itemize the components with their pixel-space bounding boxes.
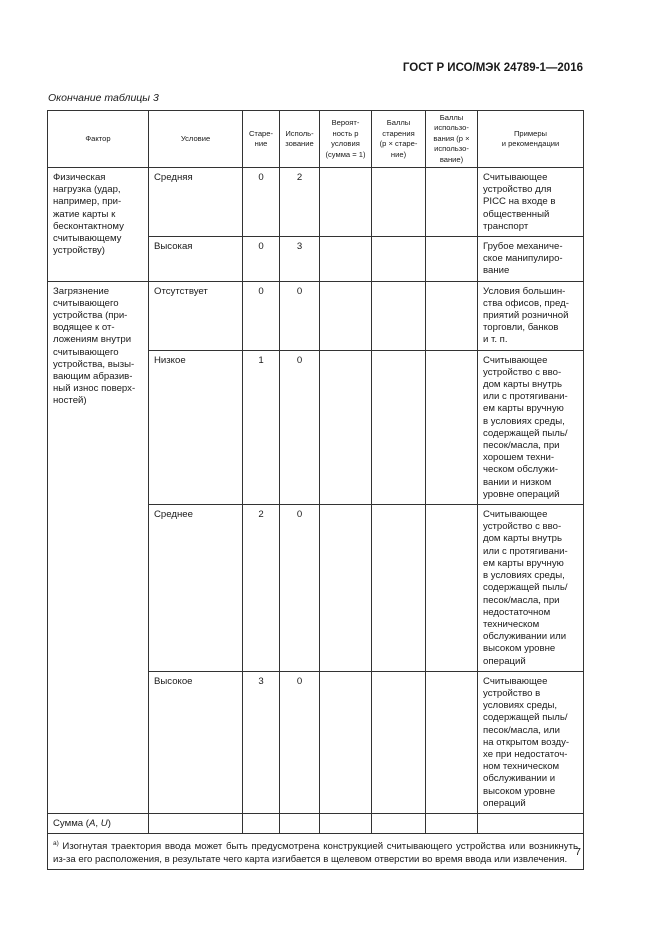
probability-cell (320, 168, 372, 237)
sum-cell (149, 813, 243, 833)
probability-cell (320, 671, 372, 813)
header-col-usage: Исполь- зование (280, 111, 320, 168)
usage-score-cell (426, 168, 478, 237)
aging-cell: 0 (243, 237, 280, 282)
usage-score-cell (426, 350, 478, 504)
condition-cell: Высокое (149, 671, 243, 813)
factor-cell: Физическая нагрузка (удар, например, при- жатие карты к бесконтактному считывающему устройству) (48, 168, 149, 282)
condition-cell: Среднее (149, 505, 243, 672)
example-cell: Условия большин- ства офисов, пред- приятий розничной торговли, банков и т. п. (478, 281, 584, 350)
aging-cell: 1 (243, 350, 280, 504)
header-col-factor: Фактор (48, 111, 149, 168)
example-cell: Считывающее устройство в условиях среды, содержащей пыль/ песок/масла, или на открытом возду- хе при недостаточ- ном техническом обслуживании и высоком уровне операций (478, 671, 584, 813)
sum-cell (426, 813, 478, 833)
example-cell: Считывающее устройство с вво- дом карты внутрь или с протягивани- ем карты вручную в условиях среды, содержащей пыль/ песок/масла, при недостаточном техническом обслуживании или высоком уровне операций (478, 505, 584, 672)
example-cell: Считывающее устройство с вво- дом карты внутрь или с протягивани- ем карты вручную в условиях среды, содержащей пыль/ песок/масла, при хорошем техни- ческом обслужи- вании и низком уровне операций (478, 350, 584, 504)
usage-cell: 0 (280, 505, 320, 672)
footnote: $^{a)}$ Изогнутая траектория ввода может быть предусмотрена конструкцией считывающего устройства или возникнуть из-за его расположения, в результате чего карта изгибается в щелевом отверстии во время ввода или извлечения. (48, 834, 584, 870)
sum-cell (478, 813, 584, 833)
table-row (48, 281, 584, 350)
aging-cell: 0 (243, 168, 280, 237)
aging-score-cell (372, 281, 426, 350)
usage-cell: 2 (280, 168, 320, 237)
sum-cell (320, 813, 372, 833)
header-col-aging: Старе- ние (243, 111, 280, 168)
probability-cell (320, 237, 372, 282)
sum-label: Сумма (A, U) (48, 813, 149, 833)
sum-row (48, 813, 584, 833)
usage-cell: 0 (280, 350, 320, 504)
document-code: ГОСТ Р ИСО/МЭК 24789-1—2016 (402, 62, 583, 74)
aging-cell: 0 (243, 281, 280, 350)
usage-score-cell (426, 671, 478, 813)
header-col-examples: Примеры и рекомендации (478, 111, 584, 168)
table-caption: Окончание таблицы 3 (48, 92, 159, 104)
table-row (48, 168, 584, 237)
aging-score-cell (372, 168, 426, 237)
probability-cell (320, 350, 372, 504)
usage-score-cell (426, 237, 478, 282)
probability-cell (320, 505, 372, 672)
aging-score-cell (372, 350, 426, 504)
usage-score-cell (426, 505, 478, 672)
aging-score-cell (372, 671, 426, 813)
footnote-marker: a) (53, 840, 59, 848)
example-cell: Считывающее устройство для PICC на входе в общественный транспорт (478, 168, 584, 237)
condition-cell: Высокая (149, 237, 243, 282)
header-col-aging-score: Баллы старения (p × старе- ние) (372, 111, 426, 168)
factor-cell: Загрязнение считывающего устройства (при- водящее к от- ложениям внутри считывающего устройства, вызы- вающим абразив- ный износ поверх- ностей) (48, 281, 149, 813)
condition-cell: Средняя (149, 168, 243, 237)
condition-cell: Отсутствует (149, 281, 243, 350)
usage-cell: 0 (280, 281, 320, 350)
sum-cell (243, 813, 280, 833)
table-header-row (48, 111, 584, 168)
sum-cell (280, 813, 320, 833)
example-cell: Грубое механиче- ское манипулиро- вание (478, 237, 584, 282)
header-col-probability: Вероят- ность p условия (сумма = 1) (320, 111, 372, 168)
header-col-condition: Условие (149, 111, 243, 168)
aging-cell: 2 (243, 505, 280, 672)
conditions-table (47, 110, 584, 870)
footnote-row (48, 834, 584, 870)
condition-cell: Низкое (149, 350, 243, 504)
aging-score-cell (372, 237, 426, 282)
page-number: 7 (575, 846, 581, 858)
sum-cell (372, 813, 426, 833)
usage-cell: 0 (280, 671, 320, 813)
usage-cell: 3 (280, 237, 320, 282)
header-col-usage-score: Баллы использо- вания (p × использо- вание) (426, 111, 478, 168)
probability-cell (320, 281, 372, 350)
usage-score-cell (426, 281, 478, 350)
aging-cell: 3 (243, 671, 280, 813)
aging-score-cell (372, 505, 426, 672)
